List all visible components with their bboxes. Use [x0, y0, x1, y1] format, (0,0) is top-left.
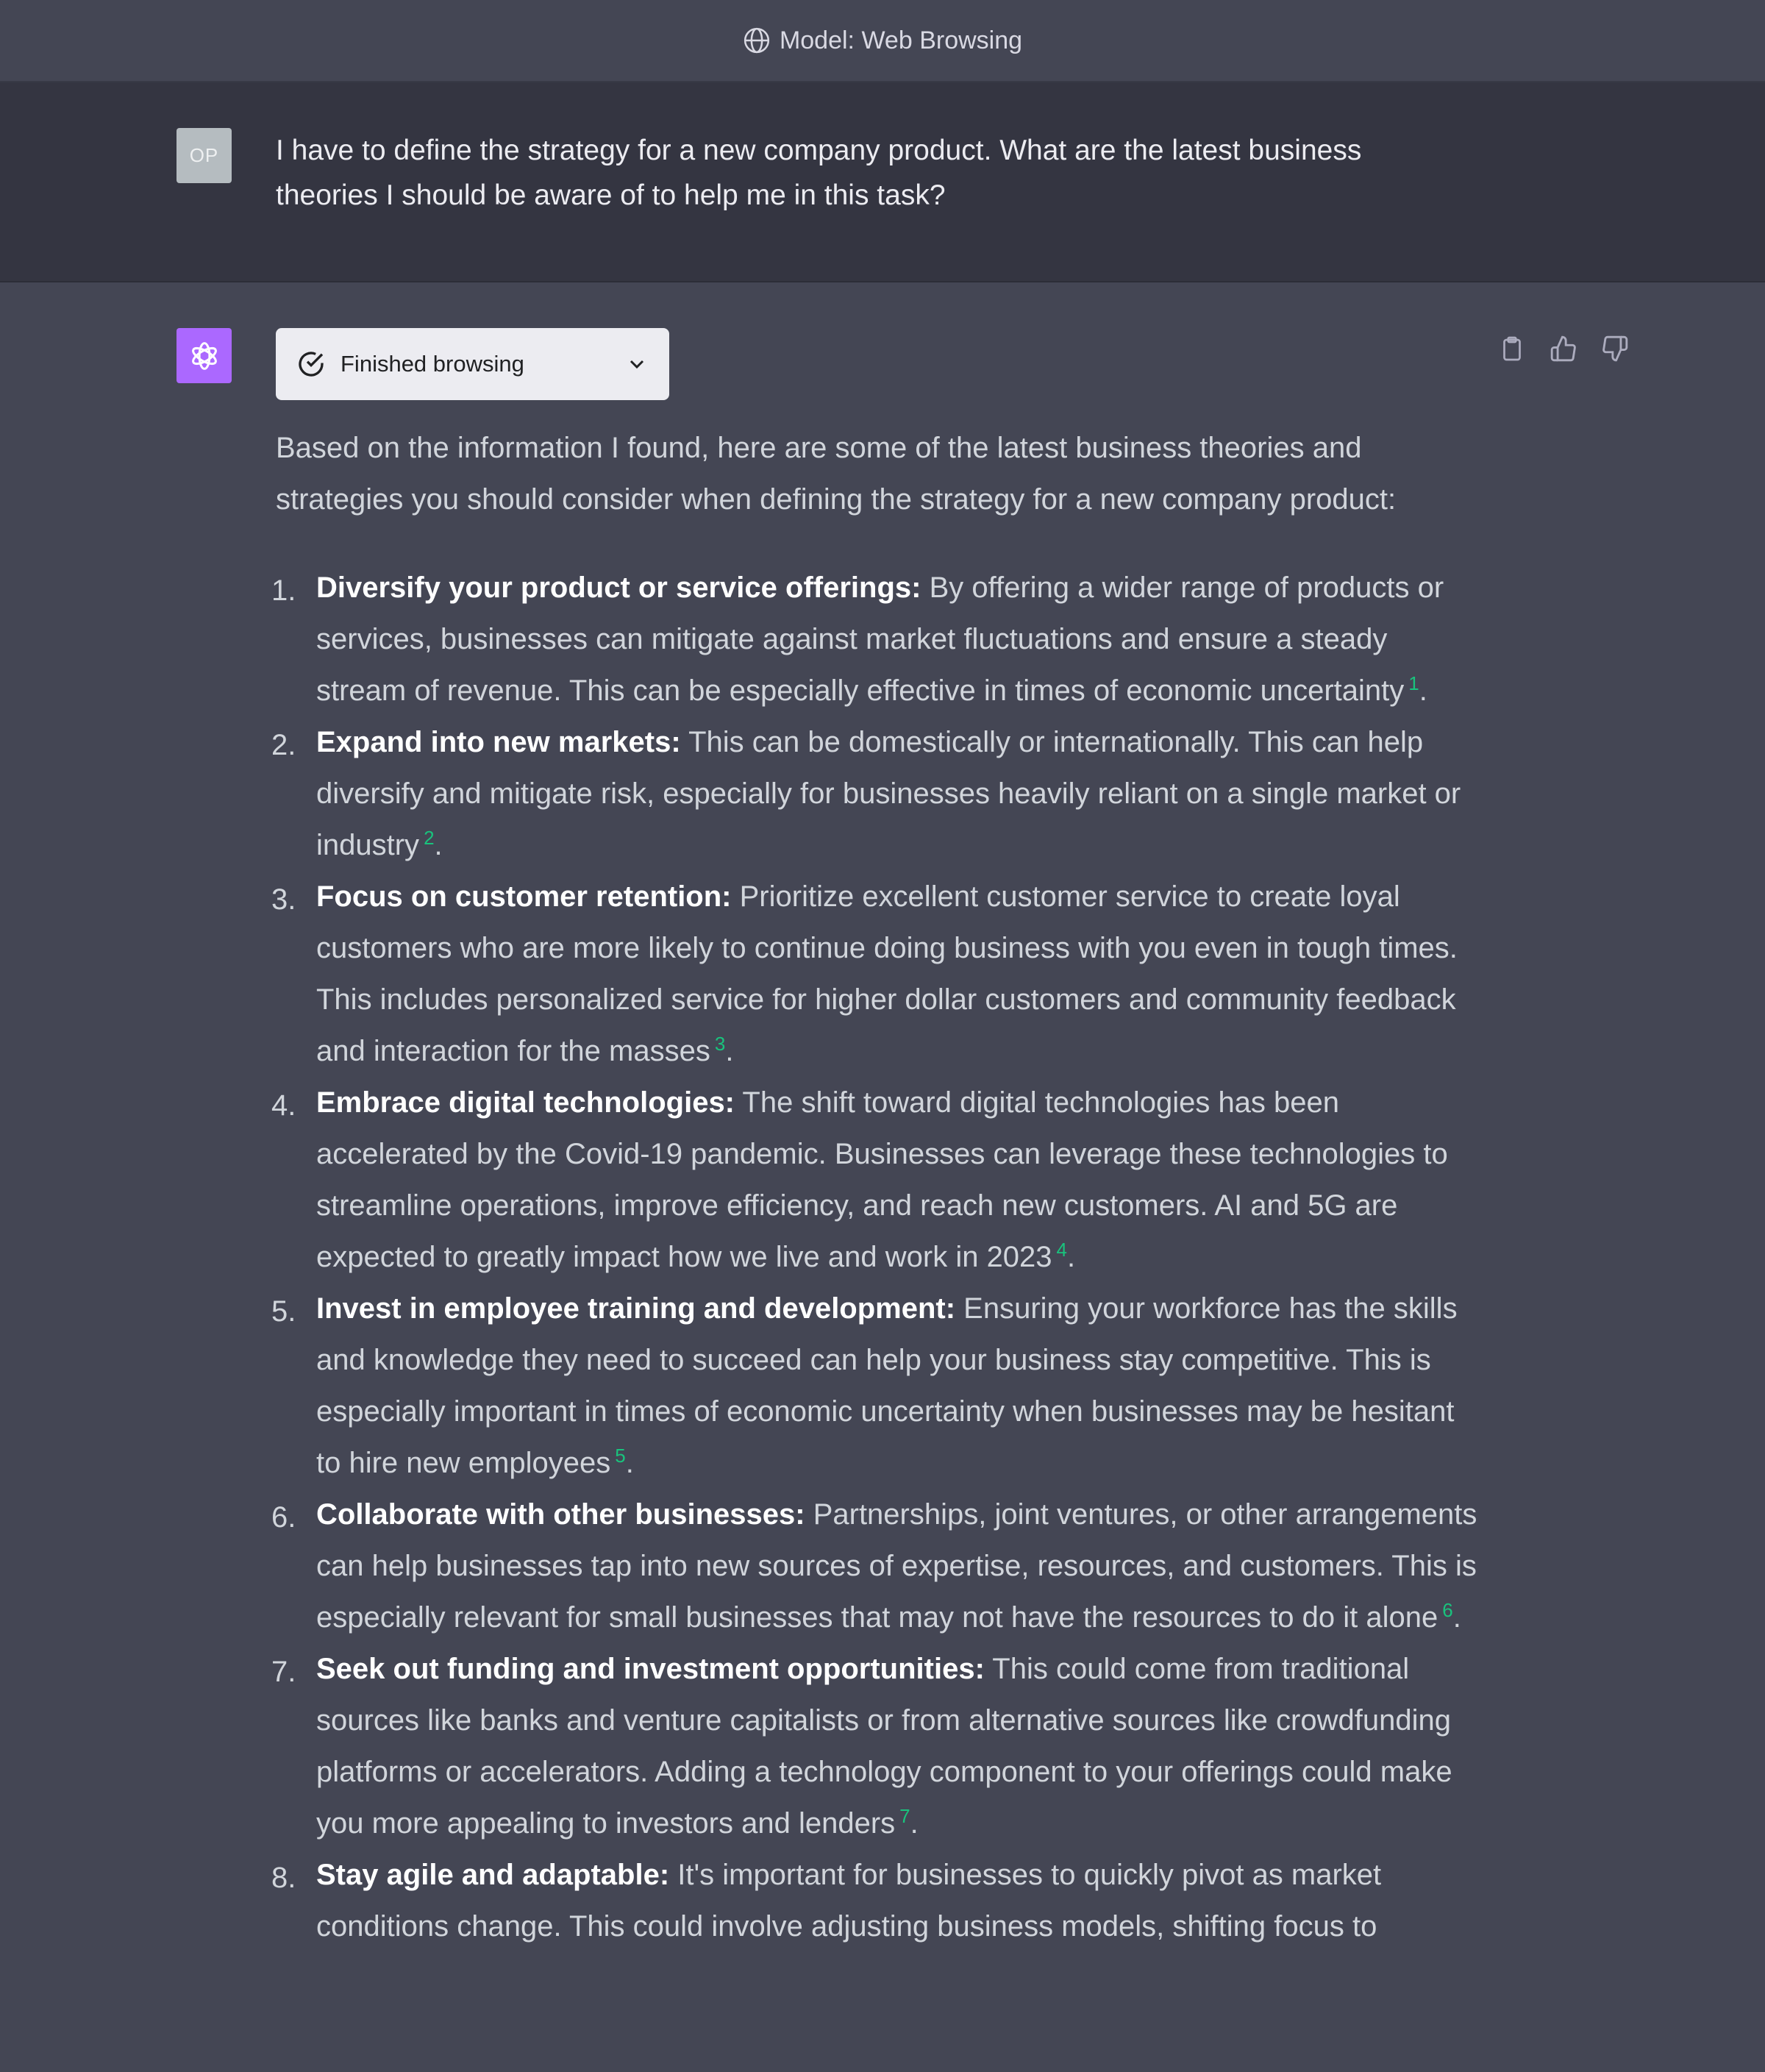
item-body: By offering a wider range of products or services, businesses can mitigate against market fluctuations and ensure a steady stream of revenue. This can be especially effective in times of economic uncertainty — [316, 572, 1444, 707]
citation-link[interactable]: 7 — [899, 1804, 910, 1827]
list-item — [271, 716, 1482, 871]
check-circle-icon — [296, 349, 326, 379]
item-title: Invest in employee training and development: — [316, 1292, 956, 1325]
item-title: Seek out funding and investment opportunities: — [316, 1653, 985, 1685]
list-number: 2. — [271, 729, 296, 761]
list-item — [271, 1283, 1482, 1489]
model-label: Model: Web Browsing — [779, 26, 1023, 54]
list-number: 6. — [271, 1501, 296, 1534]
list-item — [271, 1489, 1482, 1643]
list-item — [271, 1077, 1482, 1283]
list-item — [271, 1643, 1482, 1849]
item-end: . — [625, 1447, 634, 1479]
item-title: Embrace digital technologies: — [316, 1086, 735, 1119]
item-body: Partnerships, joint ventures, or other arrangements can help businesses tap into new sources of expertise, resources, and customers. This is especially relevant for small businesses that may not have the resources to do it alone — [316, 1498, 1477, 1634]
citation-link[interactable]: 1 — [1408, 672, 1419, 694]
browsing-status-dropdown[interactable] — [276, 328, 669, 400]
item-body: Ensuring your workforce has the skills and knowledge they need to succeed can help your business stay competitive. This is especially important in times of economic uncertainty when businesses may be hesitant to hire new employees — [316, 1292, 1458, 1479]
item-title: Stay agile and adaptable: — [316, 1859, 670, 1891]
list-number: 5. — [271, 1295, 296, 1328]
list-number: 1. — [271, 574, 296, 607]
list-number: 3. — [271, 883, 296, 916]
item-body: This can be domestically or internationally. This can help diversify and mitigate risk, especially for businesses heavily reliant on a single market or industry — [316, 726, 1461, 861]
openai-logo-icon — [176, 328, 232, 383]
item-title: Collaborate with other businesses: — [316, 1498, 805, 1531]
item-title: Focus on customer retention: — [316, 880, 732, 913]
model-header — [0, 0, 1765, 82]
item-body: It's important for businesses to quickly pivot as market conditions change. This could involve adjusting business models, shifting focus to — [316, 1859, 1382, 1943]
message-actions — [1497, 334, 1630, 363]
user-message-text: I have to define the strategy for a new company product. What are the latest business theories I should be aware of to help me in this task? — [276, 135, 1362, 211]
answer-intro: Based on the information I found, here are some of the latest business theories and strategies you should consider when defining the strategy for a new company product: — [276, 432, 1397, 516]
item-end: . — [725, 1035, 734, 1067]
list-number: 8. — [271, 1862, 296, 1894]
strategy-list — [271, 562, 1482, 1952]
user-message — [0, 82, 1765, 282]
item-end: . — [1452, 1601, 1461, 1634]
citation-link[interactable]: 5 — [615, 1444, 626, 1467]
item-body: The shift toward digital technologies has been accelerated by the Covid-19 pandemic. Businesses can leverage these technologies to streamline operations, improve efficiency, and reach new customers. AI and 5G are expected to greatly impact how we live and work in 2023 — [316, 1086, 1448, 1273]
thumbs-up-icon[interactable] — [1549, 334, 1578, 363]
list-item — [271, 562, 1482, 716]
item-title: Expand into new markets: — [316, 726, 681, 758]
citation-link[interactable]: 6 — [1442, 1598, 1453, 1621]
item-body: This could come from traditional sources like banks and venture capitalists or from alternative sources like crowdfunding platforms or accelerators. Adding a technology component to your offerings could make you more appealing to investors and lenders — [316, 1653, 1452, 1840]
list-item — [271, 871, 1482, 1077]
citation-link[interactable]: 4 — [1056, 1238, 1068, 1261]
item-end: . — [434, 829, 443, 861]
citation-link[interactable]: 2 — [424, 826, 435, 849]
assistant-answer — [271, 422, 1482, 1952]
item-end: . — [1067, 1241, 1076, 1273]
globe-icon — [743, 26, 771, 54]
item-title: Diversify your product or service offerings: — [316, 572, 921, 604]
assistant-message — [0, 284, 1765, 2072]
chevron-down-icon — [625, 352, 649, 376]
browsing-status-label: Finished browsing — [340, 351, 524, 377]
clipboard-icon[interactable] — [1497, 334, 1527, 363]
item-end: . — [1419, 674, 1427, 707]
user-avatar: OP — [176, 128, 232, 183]
list-item — [271, 1849, 1482, 1952]
item-end: . — [910, 1807, 919, 1840]
list-number: 7. — [271, 1656, 296, 1688]
thumbs-down-icon[interactable] — [1600, 334, 1630, 363]
item-body: Prioritize excellent customer service to create loyal customers who are more likely to continue doing business with you even in tough times. This includes personalized service for higher dollar customers and community feedback and interaction for the masses — [316, 880, 1458, 1067]
citation-link[interactable]: 3 — [714, 1032, 726, 1055]
list-number: 4. — [271, 1089, 296, 1122]
